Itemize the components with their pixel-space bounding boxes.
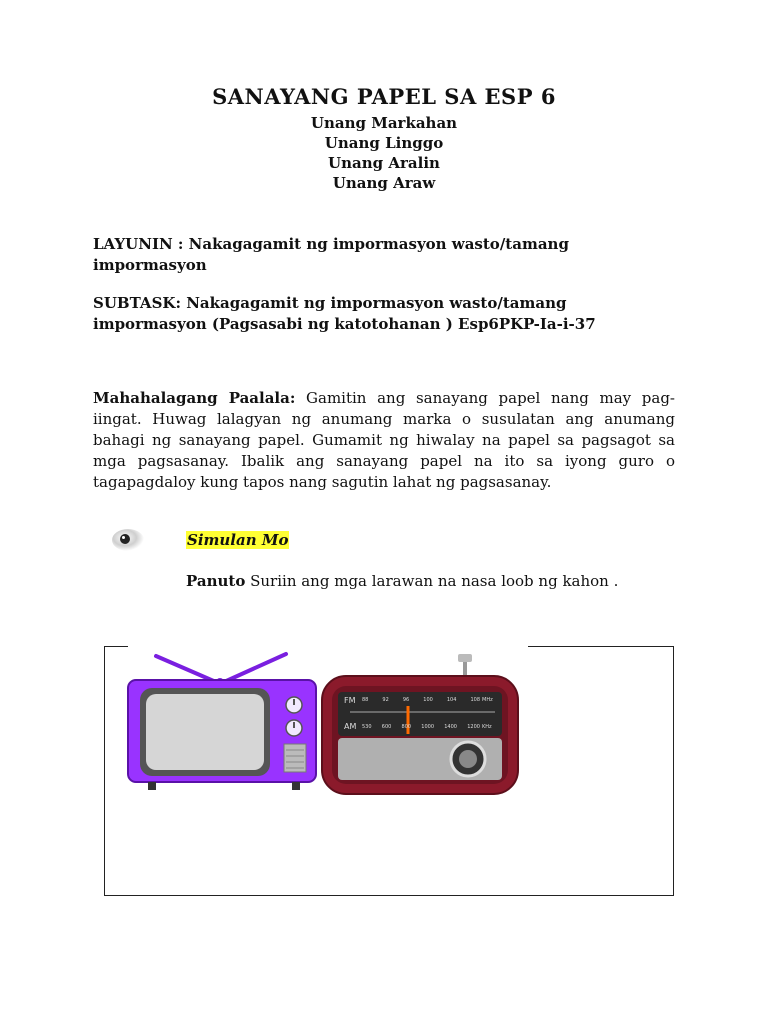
panuto-label: Panuto bbox=[186, 572, 246, 590]
simulan-heading bbox=[186, 530, 289, 550]
radio-icon bbox=[320, 650, 520, 796]
subtitle-markahan: Unang Markahan bbox=[310, 114, 458, 132]
layunin-label: LAYUNIN : bbox=[93, 235, 184, 253]
subtask-line2: impormasyon (Pagsasabi ng katotohanan ) Esp6PKP-Ia-i-37 bbox=[93, 315, 596, 333]
page-title: SANAYANG PAPEL SA ESP 6 bbox=[212, 84, 556, 109]
layunin-line2: impormasyon bbox=[93, 256, 207, 274]
simulan-label: Simulan Mo bbox=[187, 531, 289, 549]
paalala-label: Mahahalagang Paalala: bbox=[93, 389, 296, 407]
fm-tick: 104 bbox=[446, 697, 457, 703]
fm-tick: 92 bbox=[382, 697, 389, 703]
radio-khz-label: KHz bbox=[482, 724, 492, 730]
fm-tick: 96 bbox=[402, 697, 410, 703]
subtitle-araw: Unang Araw bbox=[332, 174, 436, 192]
layunin-section bbox=[93, 234, 675, 276]
am-tick: 1200 bbox=[467, 724, 480, 730]
paalala-paragraph bbox=[93, 388, 675, 493]
subtitle-aralin: Unang Aralin bbox=[328, 154, 440, 172]
radio-fm-label: FM bbox=[344, 696, 356, 705]
radio-mhz-label: MHz bbox=[482, 697, 493, 703]
subtask-label: SUBTASK: bbox=[93, 294, 181, 312]
paalala-text: Gamitin ang sanayang papel nang may pag-iingat. Huwag lalagyan ng anumang marka o susulatan ang anumang bahagi ng sanayang papel. Gumamit ng hiwalay na papel sa pagsagot sa mga pagsasanay. Ibalik ang sanayang papel na ito sa iyong guro o tagapagdaloy kung tapos nang sagutin lahat ng pagsasanay. bbox=[93, 389, 675, 491]
am-tick: 600 bbox=[381, 724, 392, 730]
panuto-text: Suriin ang mga larawan na nasa loob ng kahon . bbox=[245, 572, 619, 590]
am-tick: 1000 bbox=[421, 724, 435, 730]
radio-fm-scale bbox=[362, 697, 480, 703]
panuto-paragraph bbox=[139, 571, 675, 592]
sparkle-ball-icon bbox=[110, 526, 146, 554]
radio-am-scale bbox=[362, 724, 480, 730]
am-tick: 1400 bbox=[444, 724, 457, 730]
subtask-section bbox=[93, 293, 675, 335]
fm-tick: 100 bbox=[423, 697, 433, 703]
layunin-line1: Nakagagamit ng impormasyon wasto/tamang bbox=[183, 235, 569, 253]
television-icon bbox=[126, 648, 320, 792]
subtask-line1: Nakagagamit ng impormasyon wasto/tamang bbox=[180, 294, 567, 312]
fm-tick: 88 bbox=[362, 697, 369, 703]
am-tick: 530 bbox=[362, 724, 372, 730]
fm-tick: 108 bbox=[470, 697, 480, 703]
radio-am-label: AM bbox=[344, 722, 357, 731]
am-tick: 800 bbox=[401, 724, 412, 730]
subtitle-linggo: Unang Linggo bbox=[324, 134, 444, 152]
